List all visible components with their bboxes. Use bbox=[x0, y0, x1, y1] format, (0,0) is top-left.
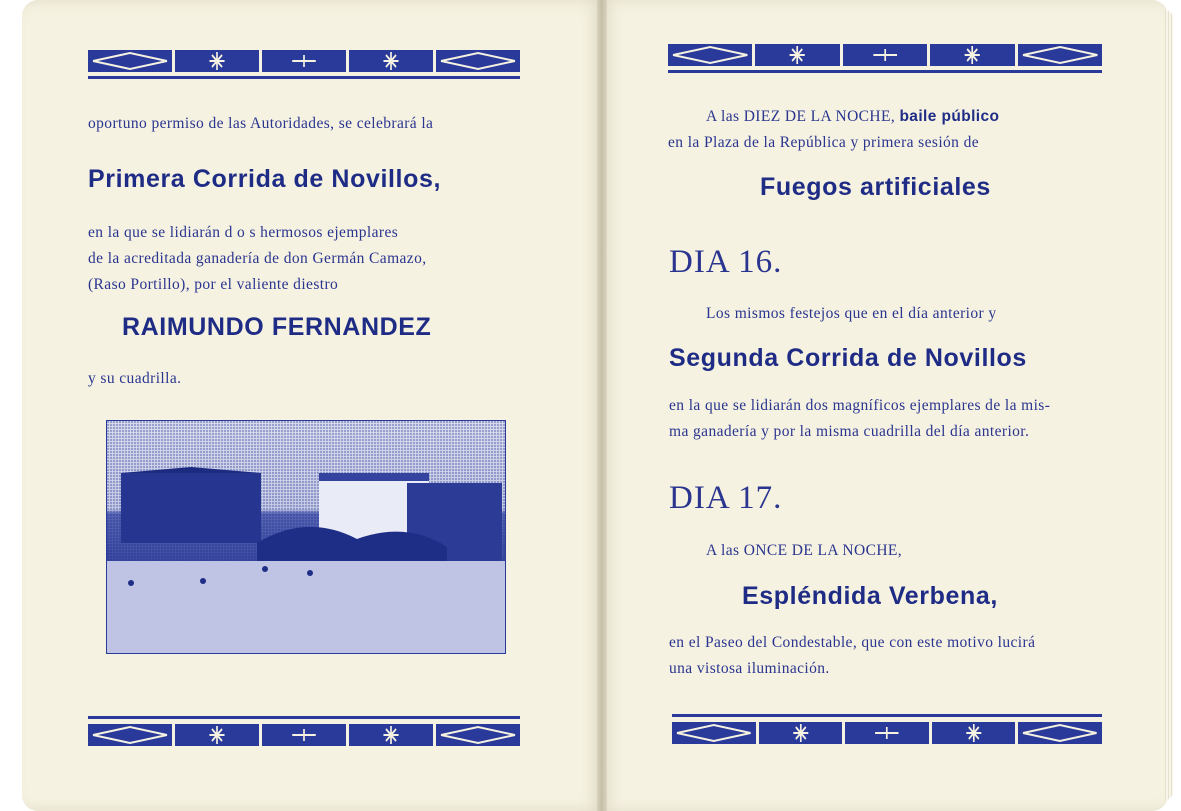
star-ornament-icon bbox=[175, 50, 259, 72]
star-ornament-icon bbox=[175, 724, 259, 746]
heading-primera-corrida: Primera Corrida de Novillos, bbox=[88, 165, 442, 193]
ornamental-border-bottom-right bbox=[672, 714, 1102, 746]
right-text-line: A las ONCE DE LA NOCHE, bbox=[706, 542, 903, 559]
cross-ornament-icon bbox=[262, 50, 346, 72]
left-paragraph-line: (Raso Portillo), por el valiente diestro bbox=[88, 276, 339, 293]
star-ornament-icon bbox=[349, 724, 433, 746]
cross-ornament-icon bbox=[843, 44, 927, 66]
page-edges bbox=[1165, 10, 1173, 800]
heading-raimundo-fernandez: RAIMUNDO FERNANDEZ bbox=[122, 313, 432, 341]
right-paragraph-line: en la que se lidiarán dos magníficos ejemplares de la mis- bbox=[669, 397, 1051, 414]
left-text-line: oportuno permiso de las Autoridades, se celebrará la bbox=[88, 115, 434, 132]
left-text-line: y su cuadrilla. bbox=[88, 370, 182, 387]
diamond-ornament-icon bbox=[436, 50, 520, 72]
heading-dia-16: DIA 16. bbox=[669, 244, 783, 280]
heading-esplendida-verbena: Espléndida Verbena, bbox=[742, 582, 998, 610]
star-ornament-icon bbox=[930, 44, 1014, 66]
right-paragraph-line: en el Paseo del Condestable, que con este motivo lucirá bbox=[669, 634, 1036, 651]
star-ornament-icon bbox=[932, 722, 1016, 744]
star-ornament-icon bbox=[349, 50, 433, 72]
diamond-ornament-icon bbox=[1018, 44, 1102, 66]
left-paragraph-line: de la acreditada ganadería de don Germán Camazo, bbox=[88, 250, 427, 267]
heading-segunda-corrida: Segunda Corrida de Novillos bbox=[669, 344, 1027, 372]
right-text-line: Los mismos festejos que en el día anterior y bbox=[706, 305, 997, 322]
diamond-ornament-icon bbox=[672, 722, 756, 744]
right-text-line bbox=[706, 108, 999, 126]
right-text-prefix: A las DIEZ DE LA NOCHE, bbox=[706, 108, 900, 125]
heading-dia-17: DIA 17. bbox=[669, 480, 783, 516]
diamond-ornament-icon bbox=[436, 724, 520, 746]
ornamental-border-top-left bbox=[88, 50, 520, 82]
ornamental-border-top-right bbox=[668, 44, 1102, 76]
ornamental-border-bottom-left bbox=[88, 716, 520, 748]
plaza-photograph bbox=[106, 420, 506, 654]
right-text-line: en la Plaza de la República y primera sesión de bbox=[668, 134, 980, 151]
right-paragraph-line: ma ganadería y por la misma cuadrilla del día anterior. bbox=[669, 423, 1030, 440]
cross-ornament-icon bbox=[845, 722, 929, 744]
diamond-ornament-icon bbox=[1018, 722, 1102, 744]
cross-ornament-icon bbox=[262, 724, 346, 746]
diamond-ornament-icon bbox=[88, 724, 172, 746]
star-ornament-icon bbox=[755, 44, 839, 66]
booklet-spine bbox=[597, 0, 607, 811]
right-paragraph-line: una vistosa iluminación. bbox=[669, 660, 830, 677]
baile-publico-text: baile público bbox=[899, 108, 1000, 125]
star-ornament-icon bbox=[759, 722, 843, 744]
heading-fuegos-artificiales: Fuegos artificiales bbox=[760, 173, 991, 201]
diamond-ornament-icon bbox=[668, 44, 752, 66]
left-paragraph-line: en la que se lidiarán d o s hermosos ejemplares bbox=[88, 224, 399, 241]
diamond-ornament-icon bbox=[88, 50, 172, 72]
